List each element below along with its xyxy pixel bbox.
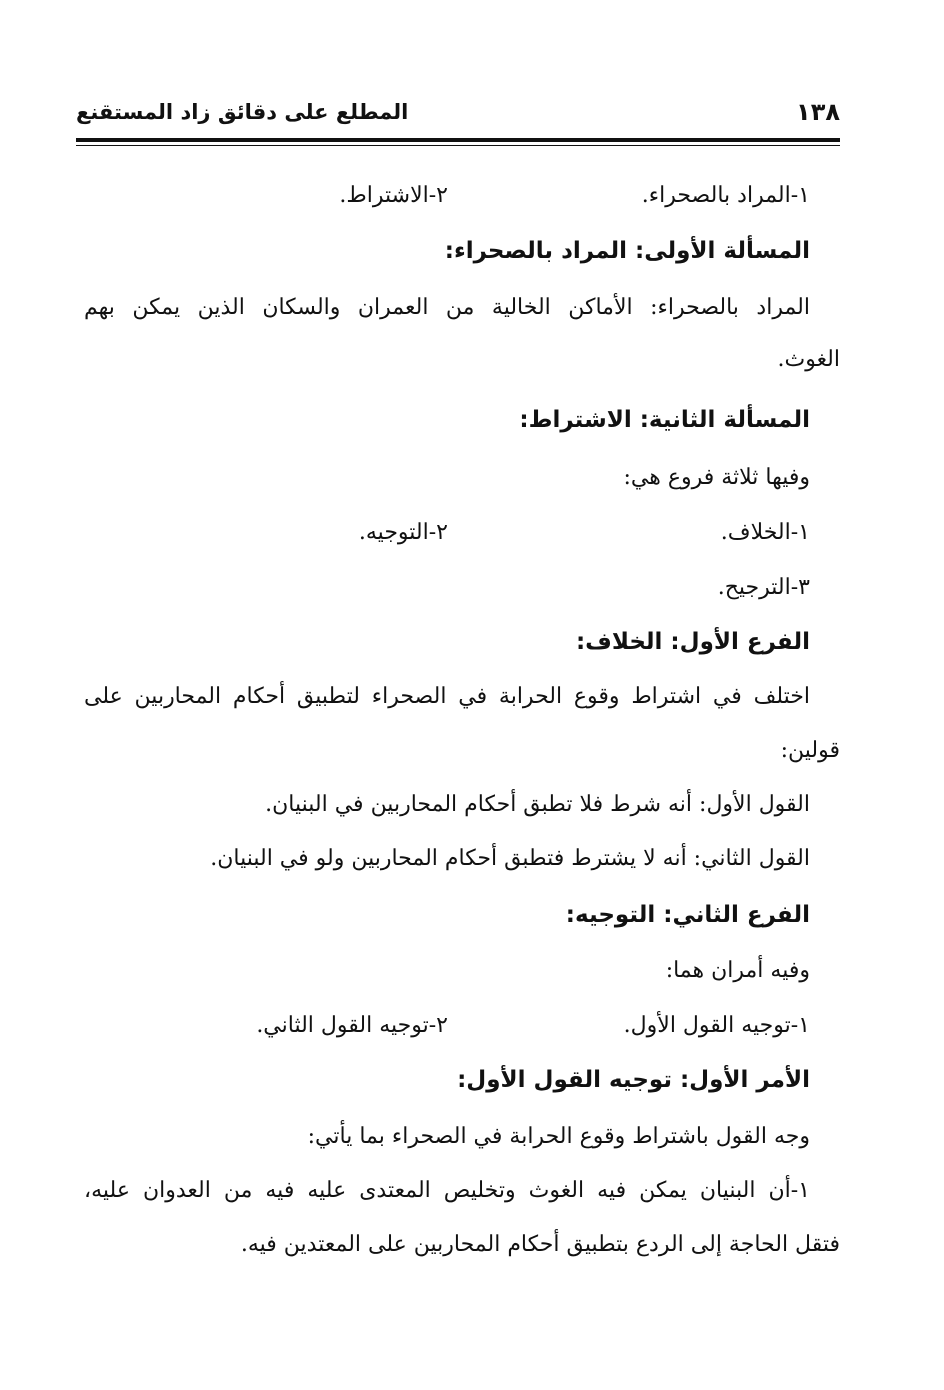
paragraph-line: وجه القول باشتراط وقوع الحرابة في الصحراء بما يأتي: bbox=[307, 1124, 810, 1149]
paragraph-line: ١-أن البنيان يمكن فيه الغوث وتخليص المعتدى عليه فيه من العدوان عليه، bbox=[84, 1178, 810, 1203]
opinion-1: القول الأول: أنه شرط فلا تطبق أحكام المحاربين في البنيان. bbox=[265, 792, 810, 817]
paragraph-line-end: الغوث. bbox=[777, 347, 840, 372]
list-item-1: ١-توجيه القول الأول. bbox=[623, 1013, 810, 1038]
header-rule-thick bbox=[76, 138, 840, 142]
list-item-1: ١-الخلاف. bbox=[720, 520, 810, 545]
list-item-2: ٢-التوجيه. bbox=[358, 520, 448, 545]
section-heading-1: المسألة الأولى: المراد بالصحراء: bbox=[444, 238, 810, 264]
header-rule-thin bbox=[76, 145, 840, 146]
subsection-heading-3: الأمر الأول: توجيه القول الأول: bbox=[457, 1067, 810, 1093]
paragraph-line: اختلف في اشتراط وقوع الحرابة في الصحراء لتطبيق أحكام المحاربين على bbox=[84, 684, 810, 709]
subsection-heading-1: الفرع الأول: الخلاف: bbox=[575, 629, 810, 655]
opinion-2: القول الثاني: أنه لا يشترط فتطبق أحكام المحاربين ولو في البنيان. bbox=[210, 846, 810, 871]
paragraph-line: وفيه أمران هما: bbox=[665, 958, 810, 983]
paragraph-line: وفيها ثلاثة فروع هي: bbox=[623, 465, 810, 490]
list-item-3: ٣-الترجيح. bbox=[717, 575, 810, 600]
list-item-2: ٢-الاشتراط. bbox=[339, 183, 448, 208]
running-header bbox=[76, 98, 840, 138]
paragraph-line-end: فتقل الحاجة إلى الردع بتطبيق أحكام المحاربين على المعتدين فيه. bbox=[240, 1232, 840, 1257]
book-title: المطلع على دقائق زاد المستقنع bbox=[76, 100, 409, 124]
paragraph-line: المراد بالصحراء: الأماكن الخالية من العمران والسكان الذين يمكن بهم bbox=[84, 295, 810, 320]
list-item-2: ٢-توجيه القول الثاني. bbox=[256, 1013, 448, 1038]
page-number: ١٣٨ bbox=[796, 98, 840, 126]
subsection-heading-2: الفرع الثاني: التوجيه: bbox=[565, 902, 810, 928]
list-item-1: ١-المراد بالصحراء. bbox=[641, 183, 810, 208]
paragraph-line-end: قولين: bbox=[780, 738, 840, 763]
section-heading-2: المسألة الثانية: الاشتراط: bbox=[519, 407, 810, 433]
